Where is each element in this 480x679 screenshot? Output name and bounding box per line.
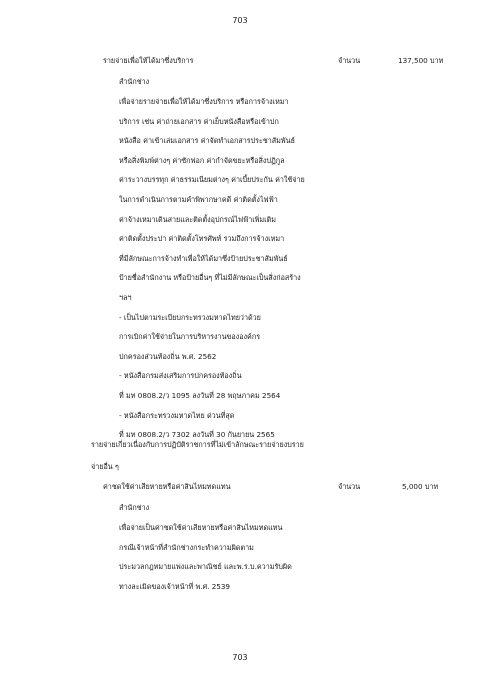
body-line: - หนังสือกระทรวงมหาดไทย ด่วนที่สุด: [119, 410, 235, 420]
page-number-bottom: 703: [232, 653, 248, 662]
body-line: ฯลฯ: [119, 293, 132, 302]
section2-dept: สำนักช่าง: [119, 503, 150, 512]
body-line: ค่าจ้างเหมาเดินสายและติดตั้งอุปกรณ์ไฟฟ้าเพิ่มเติม: [119, 214, 277, 224]
body-line: เพื่อจ่ายเป็นค่าชดใช้ค่าเสียหายหรือค่าสินไหมทดแทน: [119, 523, 283, 532]
section1-amount: 137,500 บาท: [398, 56, 444, 65]
section1-title: รายจ่ายเพื่อให้ได้มาซึ่งบริการ: [103, 56, 194, 65]
body-line: หรือสิ่งพิมพ์ต่างๆ ค่าซักฟอก ค่ากำจัดขยะหรือสิ่งปฏิกูล: [119, 155, 285, 165]
body-line: ค่าติดตั้งประปา ค่าติดตั้งโทรศัพท์ รวมถึงการจ้างเหมา: [119, 234, 285, 244]
body-line: ป้ายชื่อสำนักงาน หรือป้ายอื่นๆ ที่ไม่มีลักษณะเป็นสิ่งก่อสร้าง: [119, 273, 301, 283]
body-line: ที่มีลักษณะการจ้างทำเพื่อให้ได้มาซึ่งป้ายประชาสัมพันธ์: [119, 253, 288, 263]
section2-heading-line2: จ่ายอื่น ๆ: [91, 462, 119, 471]
section2-amount-label: จำนวน: [338, 482, 361, 491]
section2-amount: 5,000 บาท: [402, 482, 439, 491]
body-line: ค่าระวางบรรทุก ค่าธรรมเนียมต่างๆ ค่าเบี้ยประกัน ค่าใช้จ่าย: [119, 175, 305, 185]
body-line: หนังสือ ค่าเข้าเล่มเอกสาร ค่าจัดทำเอกสารประชาสัมพันธ์: [119, 136, 295, 146]
body-line: เพื่อจ่ายรายจ่ายเพื่อให้ได้มาซึ่งบริการ หรือการจ้างเหมา: [119, 97, 289, 106]
body-line: ที่ มท 0808.2/ว 1095 ลงวันที่ 28 พฤษภาคม 2564: [119, 391, 281, 400]
body-line: การเบิกค่าใช้จ่ายในการบริหารงานขององค์กร: [119, 332, 261, 342]
page-number-top: 703: [232, 16, 248, 25]
section2-heading-line1: รายจ่ายเกี่ยวเนื่องกับการปฏิบัติราชการที่ไม่เข้าลักษณะรายจ่ายงบราย: [91, 440, 304, 449]
body-line: ประมวลกฎหมายแพ่งและพาณิชย์ และพ.ร.บ.ความรับผิด: [119, 562, 292, 571]
section2-title: ค่าชดใช้ค่าเสียหายหรือค่าสินไหมทดแทน: [103, 482, 231, 491]
body-line: กรณีเจ้าหน้าที่สำนักช่างกระทำความผิดตาม: [119, 542, 254, 552]
section1-dept: สำนักช่าง: [119, 77, 150, 86]
body-line: บริการ เช่น ค่าถ่ายเอกสาร ค่าเย็บหนังสือหรือเข้าปก: [119, 116, 279, 126]
body-line: - เป็นไปตามระเบียบกระทรวงมหาดไทยว่าด้วย: [119, 312, 261, 322]
body-line: ที่ มท 0808.2/ว 7302 ลงวันที่ 30 กันยายน 2565: [119, 430, 275, 440]
section1-amount-label: จำนวน: [338, 56, 361, 65]
body-line: ปกครองส่วนท้องถิ่น พ.ศ. 2562: [119, 351, 217, 361]
body-line: ทางละเมิดของเจ้าหน้าที่ พ.ศ. 2539: [119, 581, 231, 591]
body-line: ในการดำเนินการตามคำพิพากษาคดี ค่าติดตั้งไฟฟ้า: [119, 195, 278, 204]
body-line: - หนังสือกรมส่งเสริมการปกครองท้องถิ่น: [119, 371, 242, 381]
